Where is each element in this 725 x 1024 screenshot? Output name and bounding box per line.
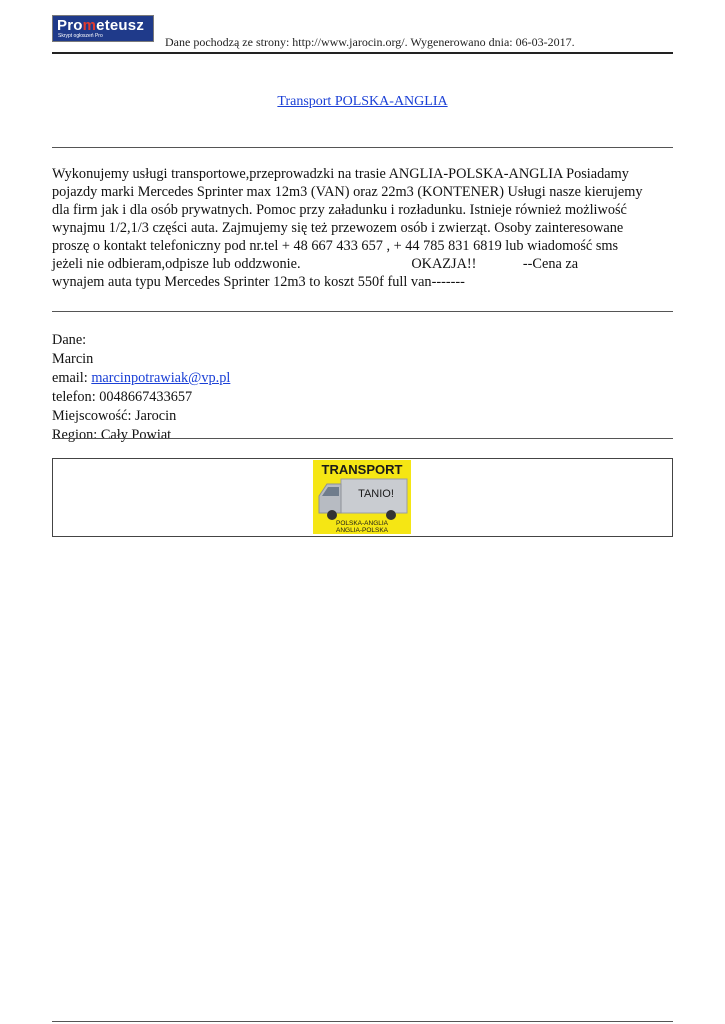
- city-row: Miejscowość: Jarocin: [52, 408, 177, 424]
- description-divider: [52, 311, 673, 312]
- logo-text-pro: Pro: [57, 17, 83, 34]
- details-heading: Dane:: [52, 332, 87, 348]
- ad-text-transport: TRANSPORT: [321, 462, 403, 477]
- source-info: Dane pochodzą ze strony: http://www.jarocin.org/. Wygenerowano dnia: 06-03-2017.: [165, 35, 575, 49]
- logo-text-eteusz: eteusz: [96, 17, 145, 34]
- contact-details: [52, 331, 230, 445]
- ad-text-anglia-polska: ANGLIA-POLSKA: [335, 527, 389, 534]
- image-box: [52, 458, 673, 537]
- footer-divider: [52, 1021, 673, 1022]
- email-label: email:: [52, 370, 92, 386]
- details-divider: [52, 438, 673, 439]
- contact-name: Marcin: [52, 351, 94, 367]
- transport-ad-image: [313, 460, 411, 534]
- van-wheel-front: [327, 510, 337, 520]
- phone-row: telefon: 0048667433657: [52, 389, 193, 405]
- email-link[interactable]: marcinpotrawiak@vp.pl: [91, 370, 231, 386]
- prometeusz-logo: [52, 15, 154, 42]
- van-wheel-rear: [386, 510, 396, 520]
- region-row: Region: Cały Powiat: [52, 427, 172, 443]
- email-row: [52, 369, 230, 388]
- logo-text-m: m: [82, 17, 97, 34]
- listing-title: [0, 94, 725, 110]
- listing-description: Wykonujemy usługi transportowe,przeprowadzki na trasie ANGLIA-POLSKA-ANGLIA Posiadamy pojazdy marki Mercedes Sprinter max 12m3 (VAN) oraz 22m3 (KONTENER) Usługi nasze kierujemy dla firm jak i dla osób prywatnych. Pomoc przy załadunku i rozładunku. Istnieje również możliwość wynajmu 1/2,1/3 części auta. Zajmujemy się też przewozem osób i zwierząt. Osoby zainteresowane proszę o kontakt telefoniczny pod nr.tel + 48 667 433 657 , + 44 785 831 6819 lub wiadomość sms jeżeli nie odbieram,odpisze lub oddzwonie. OKAZJA!! --Cena za wynajem auta typu Mercedes Sprinter 12m3 to koszt 550f full van-------: [52, 166, 643, 290]
- header-divider: [52, 52, 673, 54]
- logo-tagline: Skrypt ogłoszeń Pro: [58, 33, 103, 39]
- title-divider: [52, 147, 673, 148]
- ad-text-tanio: TANIO!: [358, 488, 394, 500]
- ad-text-polska-anglia: POLSKA-ANGLIA: [335, 520, 389, 527]
- listing-title-link[interactable]: Transport POLSKA-ANGLIA: [277, 94, 448, 109]
